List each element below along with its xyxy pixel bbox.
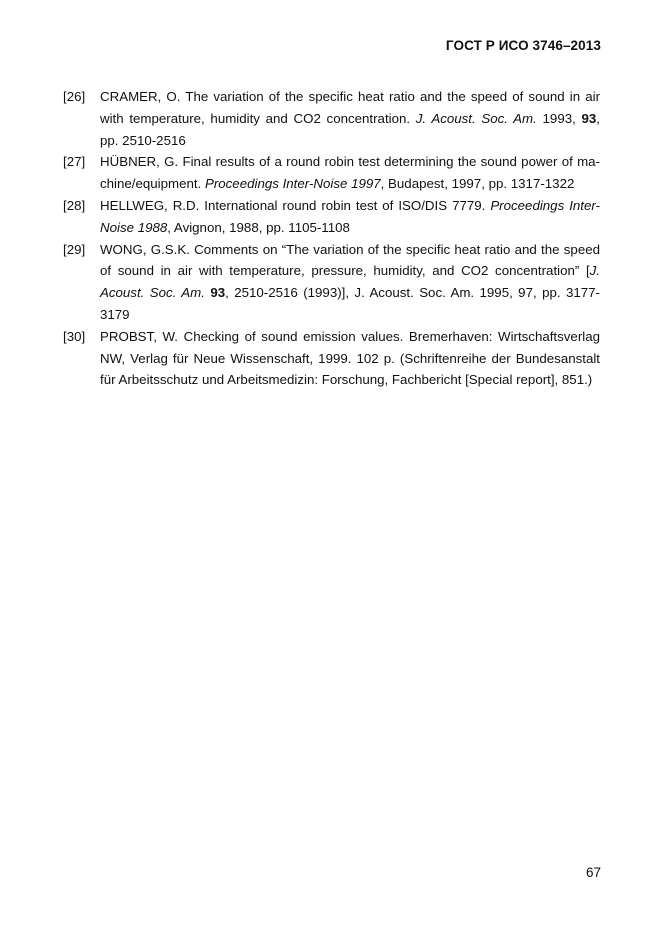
reference-number: [26] (63, 89, 86, 104)
reference-text: CRAMER, O. The variation of the specific heat ratio and the speed of sound in air with temperature, humidity and CO2 concentration. J. Acoust. Soc. Am. 1993, 93, pp. 2510-2516 (100, 89, 600, 148)
reference-number: [27] (63, 154, 86, 170)
reference-number: [30] (63, 328, 86, 344)
reference-item (63, 195, 600, 239)
reference-text: HÜBNER, G. Final results of a round robin test determining the sound power of ma-chine/equipment. Proceedings Inter-Noise 1997, Budapest, 1997, pp. 1317-1322 (100, 154, 600, 192)
reference-item (63, 326, 600, 391)
reference-number: [28] (63, 197, 86, 213)
reference-text: PROBST, W. Checking of sound emission values. Bremerhaven: Wirtschaftsverlag NW, Verlag für Neue Wissenschaft, 1999. 102 p. (Schriftenreihe der Bundesanstalt für Arbeitsschutz und Arbeitsmedizin: Forschung, Fachbericht [Special report], 851.) (100, 328, 600, 388)
reference-item (63, 86, 600, 151)
document-header: ГОСТ Р ИСО 3746–2013 (445, 38, 601, 53)
reference-list (63, 86, 600, 391)
reference-number: [29] (63, 241, 86, 257)
reference-item (63, 239, 600, 326)
page-number: 67 (585, 865, 601, 880)
reference-text: WONG, G.S.K. Comments on “The variation of the specific heat ratio and the speed of sound in air with temperature, pressure, humidity, and CO2 concentration” [J. Acoust. Soc. Am. 93, 2510-2516 (1993)], J. Acoust. Soc. Am. 1995, 97, pp. 3177-3179 (100, 241, 600, 322)
reference-item (63, 151, 600, 195)
reference-text: HELLWEG, R.D. International round robin test of ISO/DIS 7779. Proceedings Inter-Noise 1988, Avignon, 1988, pp. 1105-1108 (100, 197, 600, 235)
